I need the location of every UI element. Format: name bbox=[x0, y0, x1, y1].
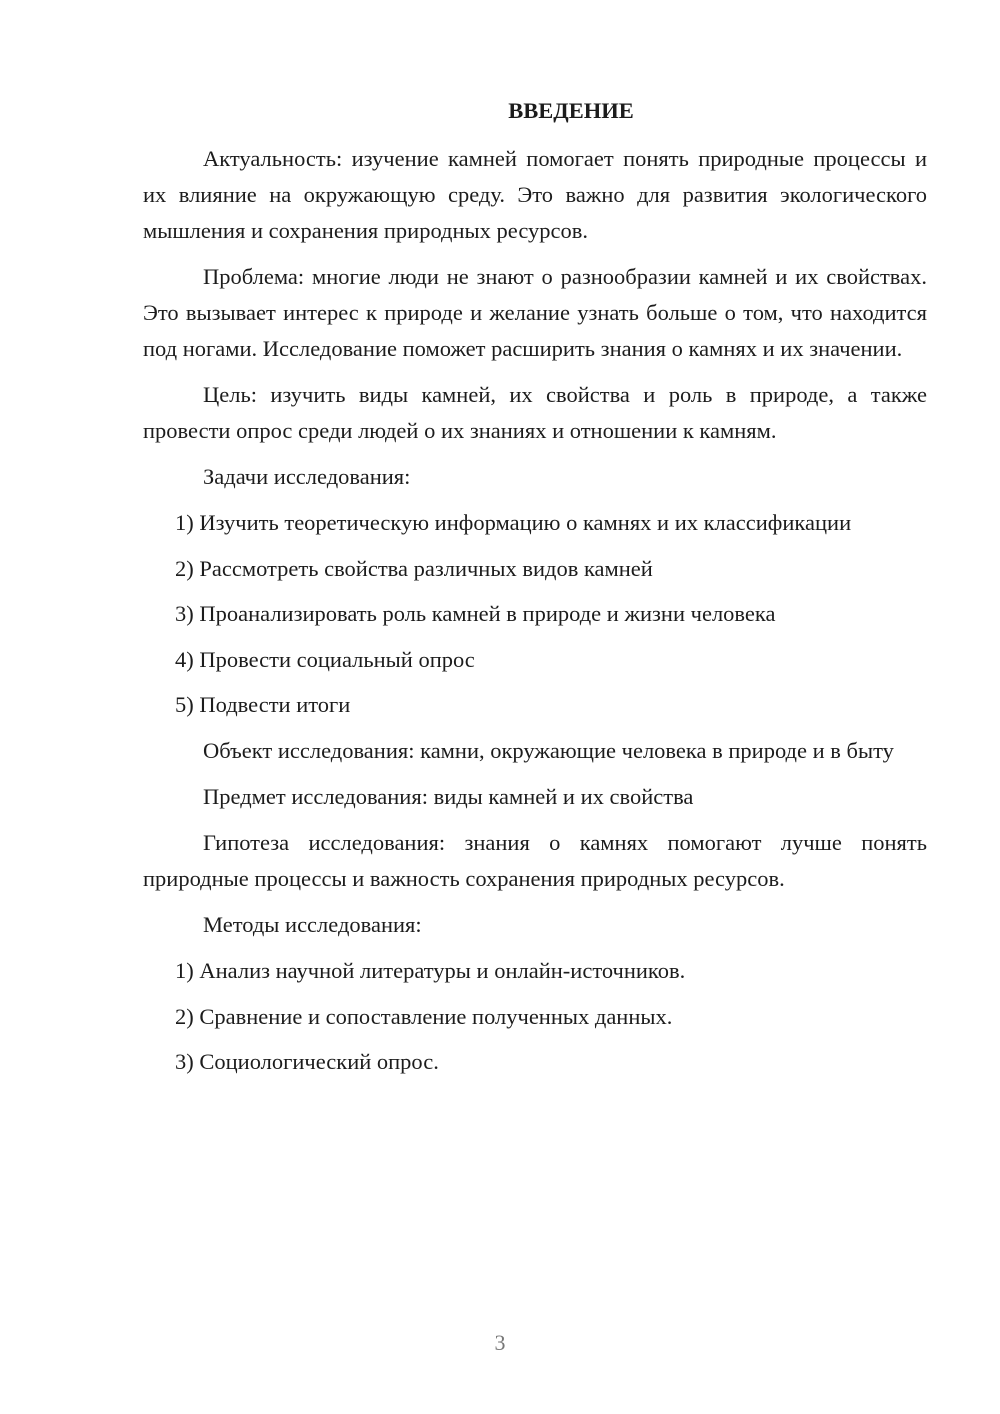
list-item: 2) Сравнение и сопоставление полученных данных. bbox=[175, 1003, 673, 1029]
subject-paragraph: Предмет исследования: виды камней и их свойства bbox=[203, 784, 694, 809]
page-title: ВВЕДЕНИЕ bbox=[508, 98, 634, 123]
methods-heading: Методы исследования: bbox=[203, 912, 422, 937]
methods-list bbox=[143, 953, 927, 1080]
list-item: 3) Социологический опрос. bbox=[175, 1049, 439, 1074]
relevance-paragraph: Актуальность: изучение камней помогает понять природные процессы и их влияние на окружающую среду. Это важно для развития экологического мышления и сохранения природных ресурсов. bbox=[143, 146, 927, 243]
object-paragraph: Объект исследования: камни, окружающие человека в природе и в быту bbox=[203, 738, 894, 763]
list-item: 1) Изучить теоретическую информацию о камнях и их классификации bbox=[175, 510, 852, 535]
list-item: 3) Проанализировать роль камней в природе и жизни человека bbox=[175, 601, 776, 626]
hypothesis-paragraph: Гипотеза исследования: знания о камнях помогают лучше понять природные процессы и важность сохранения природных ресурсов. bbox=[143, 830, 927, 891]
goal-paragraph: Цель: изучить виды камней, их свойства и роль в природе, а также провести опрос среди людей о их знаниях и отношении к камням. bbox=[143, 382, 927, 443]
list-item: 2) Рассмотреть свойства различных видов камней bbox=[175, 555, 653, 581]
document-page bbox=[143, 93, 927, 1090]
page-number: 3 bbox=[494, 1330, 506, 1355]
tasks-heading: Задачи исследования: bbox=[203, 464, 411, 489]
list-item: 5) Подвести итоги bbox=[175, 692, 351, 717]
list-item: 4) Провести социальный опрос bbox=[175, 646, 475, 672]
list-item: 1) Анализ научной литературы и онлайн-источников. bbox=[175, 958, 686, 983]
problem-paragraph: Проблема: многие люди не знают о разнообразии камней и их свойствах. Это вызывает интерес к природе и желание узнать больше о том, что находится под ногами. Исследование поможет расширить знания о камнях и их значении. bbox=[143, 264, 927, 361]
tasks-list bbox=[143, 505, 927, 723]
